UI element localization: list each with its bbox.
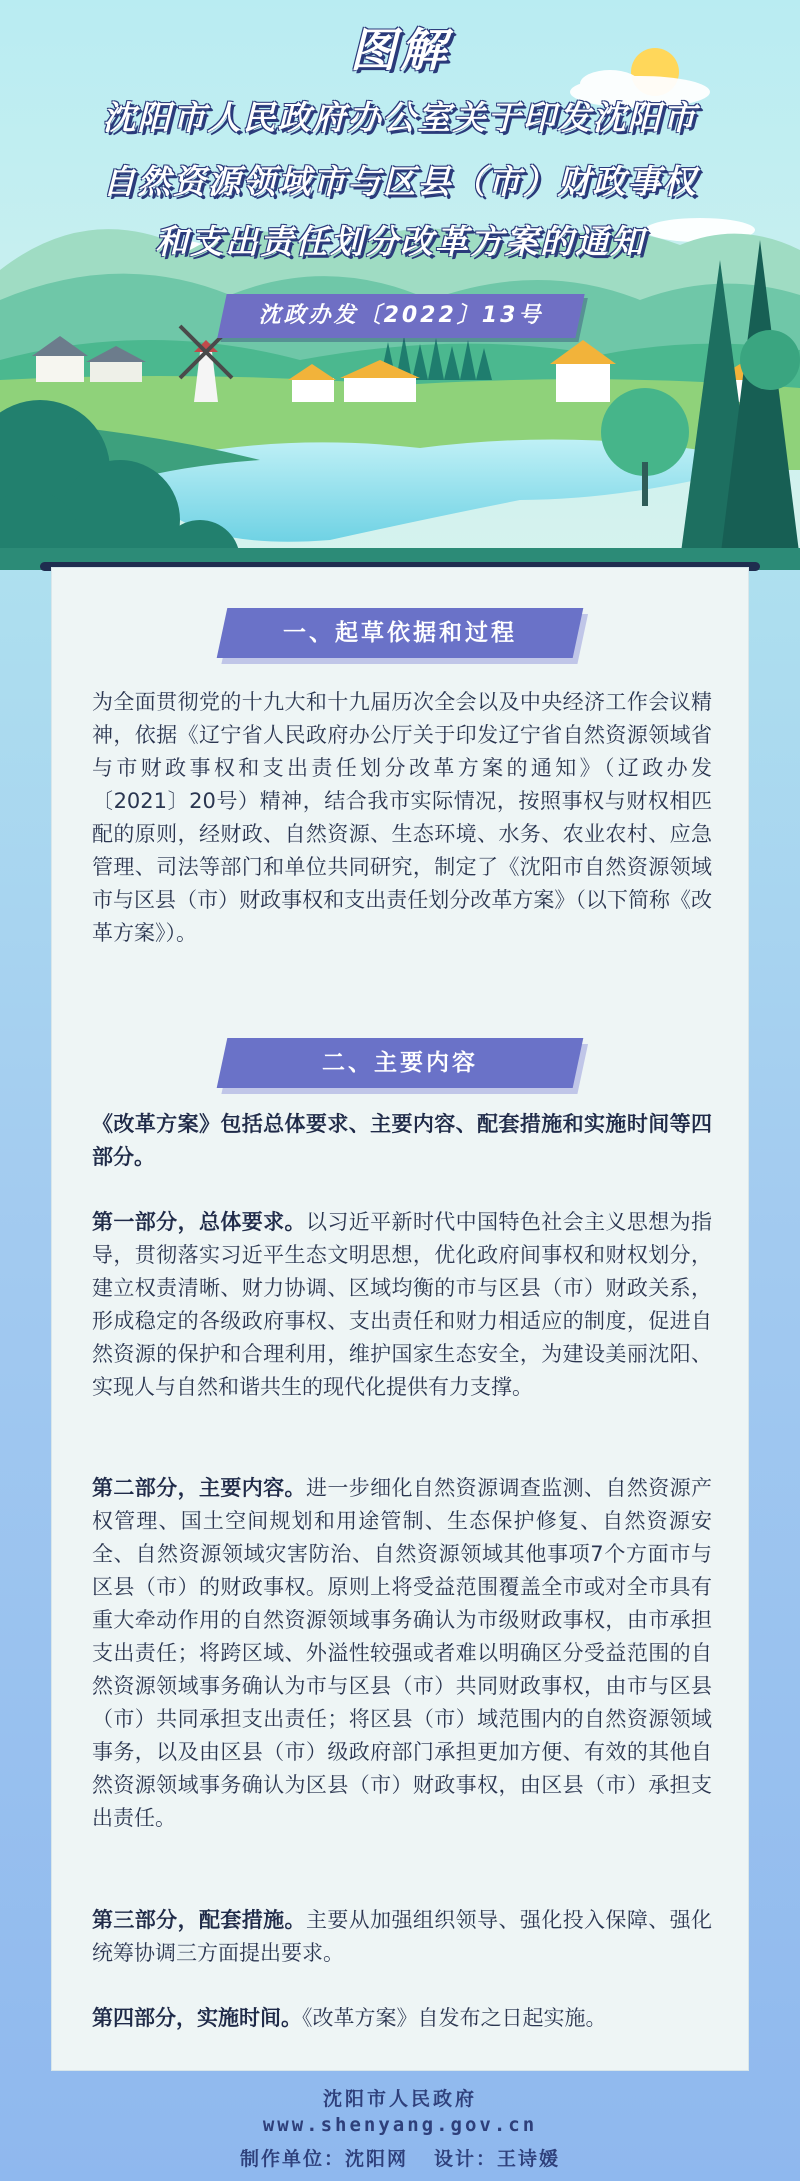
section-2-heading (217, 1038, 584, 1088)
part-1-paragraph (92, 1206, 712, 1404)
content-card (52, 568, 748, 2070)
footer-organization: 沈阳市人民政府 (322, 2088, 477, 2110)
part-1-label: 第一部分，总体要求。 (92, 1210, 306, 1234)
landscape-illustration (0, 0, 800, 570)
section-1-heading-text: 一、起草依据和过程 (283, 620, 517, 646)
section-2-heading-text: 二、主要内容 (322, 1050, 478, 1076)
doc-number-text: 沈政办发〔2022〕13号 (258, 303, 544, 328)
section-1-heading (217, 608, 584, 658)
footer-producer: 制作单位：沈阳网 (239, 2148, 408, 2170)
part-2-paragraph (92, 1472, 712, 1835)
hero-banner (0, 0, 800, 570)
footer-designer: 设计：王诗媛 (434, 2148, 561, 2170)
part-2-text: 进一步细化自然资源调查监测、自然资源产权管理、国土空间规划和用途管制、生态保护修复、自然资源安全、自然资源领域灾害防治、自然资源领域其他事项7个方面市与区县（市）的财政事权。原则上将受益范围覆盖全市或对全市具有重大牵动作用的自然资源领域事务确认为市级财政事权，由市承担支出责任；将跨区域、外溢性较强或者难以明确区分受益范围的自然资源领域事务确认为市与区县（市）共同财政事权，由市与区县（市）共同承担支出责任；将区县（市）域范围内的自然资源领域事务，以及由区县（市）级政府部门承担更加方便、有效的其他自然资源领域事务确认为区县（市）财政事权，由区县（市）承担支出责任。 (92, 1476, 713, 1830)
page-title-line-1: 沈阳市人民政府办公室关于印发沈阳市 (102, 98, 698, 137)
footer-credits (0, 2144, 800, 2171)
section-1-paragraph: 为全面贯彻党的十九大和十九届历次全会以及中央经济工作会议精神，依据《辽宁省人民政府办公厅关于印发辽宁省自然资源领域省与市财政事权和支出责任划分改革方案的通知》（辽政办发〔2021〕20号）精神，结合我市实际情况，按照事权与财权相匹配的原则，经财政、自然资源、生态环境、水务、农业农村、应急管理、司法等部门和单位共同研究，制定了《沈阳市自然资源领域市与区县（市）财政事权和支出责任划分改革方案》（以下简称《改革方案》）。 (92, 690, 712, 945)
part-3-paragraph (92, 1904, 712, 1970)
part-2-label: 第二部分，主要内容。 (92, 1476, 306, 1500)
part-3-label: 第三部分，配套措施。 (92, 1908, 306, 1932)
part-1-text: 以习近平新时代中国特色社会主义思想为指导，贯彻落实习近平生态文明思想，优化政府间事权和财权划分，建立权责清晰、财力协调、区域均衡的市与区县（市）财政关系，形成稳定的各级政府事权、支出责任和财力相适应的制度，促进自然资源的保护和合理利用，维护国家生态安全，为建设美丽沈阳、实现人与自然和谐共生的现代化提供有力支撑。 (92, 1210, 713, 1399)
section-2-intro: 《改革方案》包括总体要求、主要内容、配套措施和实施时间等四部分。 (92, 1112, 712, 1169)
hero-tag: 图解 (350, 23, 450, 77)
page-title-line-3: 和支出责任划分改革方案的通知 (155, 222, 645, 261)
part-3-text: 主要从加强组织领导、强化投入保障、强化统筹协调三方面提出要求。 (92, 1908, 713, 1965)
part-4-label: 第四部分，实施时间。 (92, 2006, 302, 2030)
doc-number-badge (217, 294, 584, 338)
footer-website-link[interactable]: www.shenyang.gov.cn (262, 2114, 538, 2136)
part-4-paragraph (92, 2002, 712, 2035)
page-title-line-2: 自然资源领域市与区县（市）财政事权 (102, 162, 698, 201)
part-4-text: 《改革方案》自发布之日起实施。 (302, 2006, 607, 2030)
